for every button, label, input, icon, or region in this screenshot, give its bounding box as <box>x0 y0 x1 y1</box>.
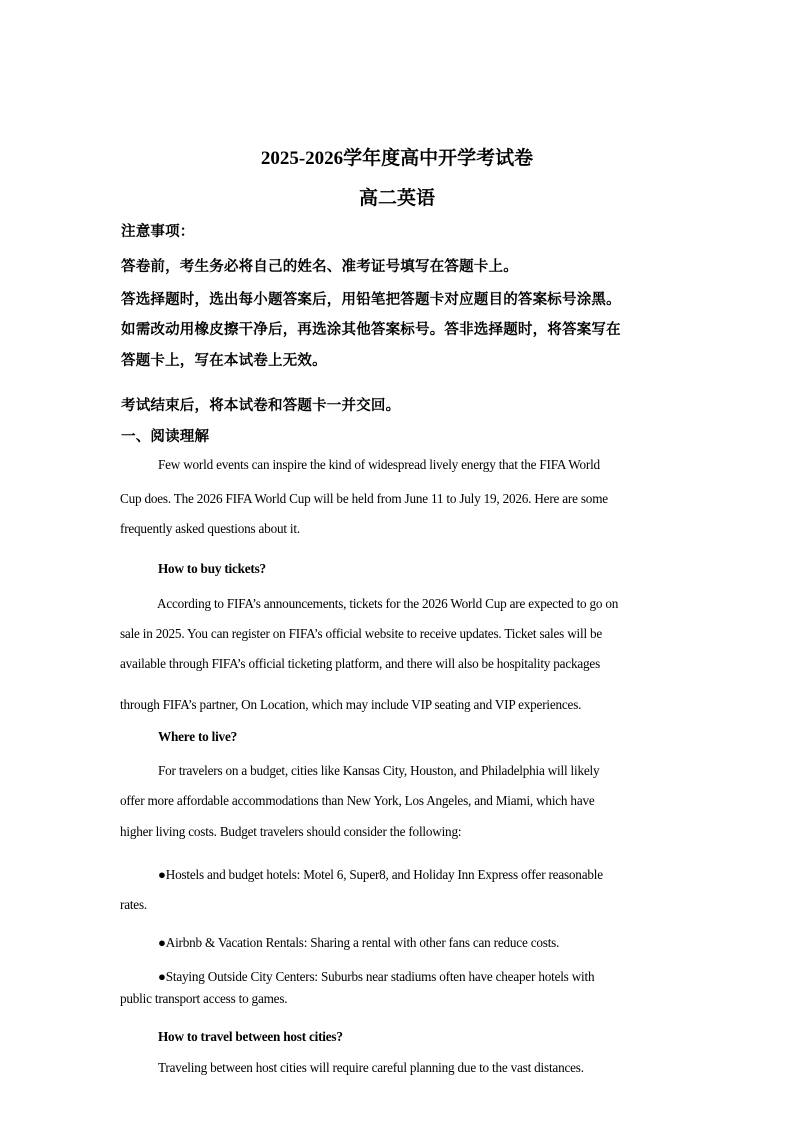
exam-subject: 高二英语 <box>358 188 435 209</box>
tickets-line-4: through FIFA’s partner, On Location, which may include VIP seating and VIP experiences. <box>120 697 582 712</box>
bullet-airbnb: ●Airbnb & Vacation Rentals: Sharing a rental with other fans can reduce costs. <box>158 935 560 950</box>
notes-line-2: 答选择题时，选出每小题答案后，用铅笔把答题卡对应题目的答案标号涂黑。 <box>121 292 621 308</box>
question-heading-living: Where to live? <box>158 729 237 744</box>
notes-line-5: 考试结束后，将本试卷和答题卡一并交回。 <box>121 398 401 414</box>
intro-line-1: Few world events can inspire the kind of widespread lively energy that the FIFA World <box>158 457 600 472</box>
bullet-hostels: ●Hostels and budget hotels: Motel 6, Super8, and Holiday Inn Express offer reasonable <box>158 867 603 882</box>
notes-line-1: 答卷前，考生务必将自己的姓名、准考证号填写在答题卡上。 <box>121 259 518 275</box>
living-line-3: higher living costs. Budget travelers should consider the following: <box>120 824 462 839</box>
bullet-suburbs: ●Staying Outside City Centers: Suburbs near stadiums often have cheaper hotels with <box>158 969 595 984</box>
intro-line-3: frequently asked questions about it. <box>120 521 300 536</box>
living-line-2: offer more affordable accommodations than New York, Los Angeles, and Miami, which have <box>120 793 595 808</box>
travel-line-1: Traveling between host cities will require careful planning due to the vast distances. <box>158 1060 584 1075</box>
bullet-suburbs-cont: public transport access to games. <box>120 991 288 1006</box>
notes-line-4: 答题卡上，写在本试卷上无效。 <box>121 353 327 369</box>
question-heading-tickets: How to buy tickets? <box>158 561 266 576</box>
living-line-1: For travelers on a budget, cities like Kansas City, Houston, and Philadelphia will likely <box>158 763 600 778</box>
tickets-line-1: According to FIFA’s announcements, tickets for the 2026 World Cup are expected to go on <box>157 596 619 611</box>
tickets-line-2: sale in 2025. You can register on FIFA’s official website to receive updates. Ticket sales will be <box>120 626 603 641</box>
notes-heading: 注意事项： <box>121 224 195 240</box>
question-heading-travel: How to travel between host cities? <box>158 1029 343 1044</box>
notes-line-3: 如需改动用橡皮擦干净后，再选涂其他答案标号。答非选择题时，将答案写在 <box>121 322 621 338</box>
bullet-hostels-cont: rates. <box>120 897 147 912</box>
section-heading: 一、阅读理解 <box>121 429 210 445</box>
exam-title: 2025-2026学年度高中开学考试卷 <box>260 148 534 169</box>
tickets-line-3: available through FIFA’s official ticketing platform, and there will also be hospitality packages <box>120 656 601 671</box>
intro-line-2: Cup does. The 2026 FIFA World Cup will be held from June 11 to July 19, 2026. Here are some <box>120 491 608 506</box>
